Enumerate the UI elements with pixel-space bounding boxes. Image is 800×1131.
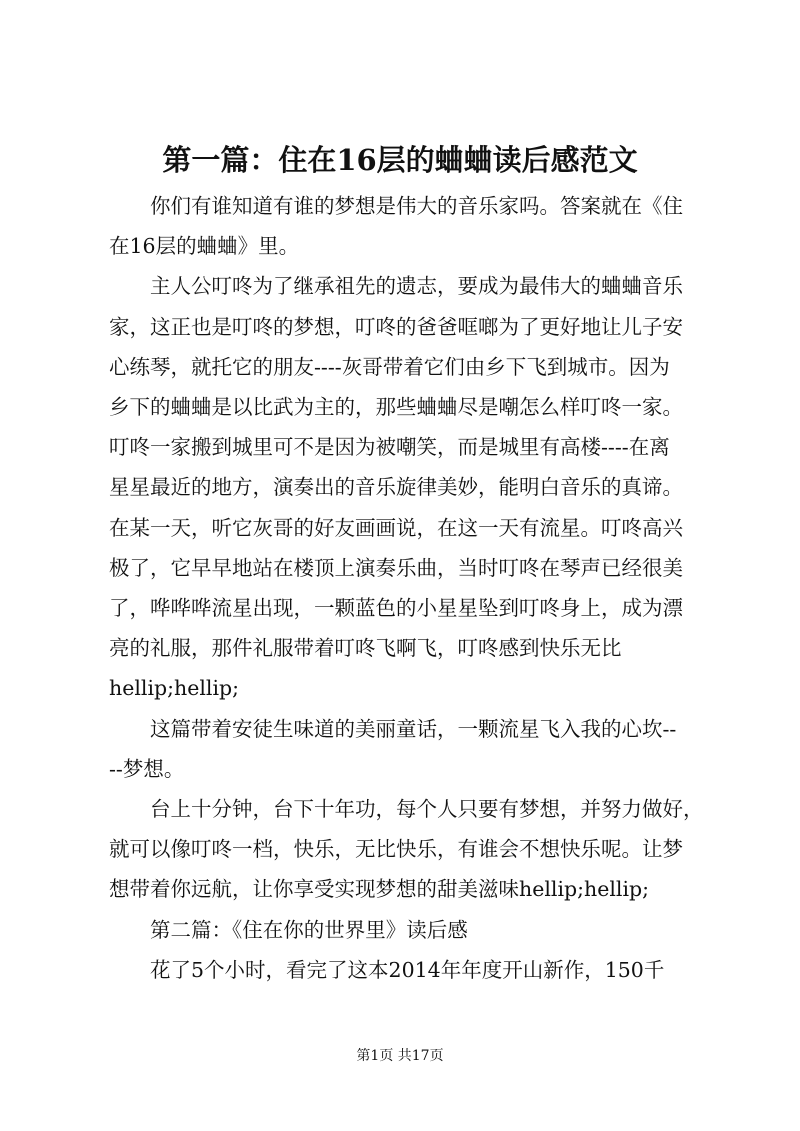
text-line: 家，这正也是叮咚的梦想，叮咚的爸爸哐啷为了更好地让儿子安 xyxy=(109,314,683,339)
text-line: 想带着你远航，让你享受实现梦想的甜美滋味hellip;hellip; xyxy=(109,877,650,902)
text-line: 乡下的蛐蛐是以比武为主的，那些蛐蛐尽是嘲怎么样叮咚一家。 xyxy=(109,395,683,420)
text-line: 叮咚一家搬到城里可不是因为被嘲笑，而是城里有高楼----在离 xyxy=(109,435,670,460)
text-line: 你们有谁知道有谁的梦想是伟大的音乐家吗。答案就在《住 xyxy=(150,194,683,218)
text-line: 台上十分钟，台下十年功，每个人只要有梦想，并努力做好， xyxy=(150,797,704,822)
text-line: 在16层的蛐蛐》里。 xyxy=(109,234,300,259)
text-line: 就可以像叮咚一档，快乐，无比快乐，有谁会不想快乐呢。让梦 xyxy=(109,837,683,862)
text-line: 花了5个小时，看完了这本2014年年度开山新作，150千 xyxy=(150,957,665,982)
text-line: --梦想。 xyxy=(109,756,185,781)
document-body xyxy=(109,186,704,990)
text-line: 极了，它早早地站在楼顶上演奏乐曲，当时叮咚在琴声已经很美 xyxy=(109,555,683,580)
text-line: 主人公叮咚为了继承祖先的遗志，要成为最伟大的蛐蛐音乐 xyxy=(150,274,683,299)
text-line: 第二篇：《住在你的世界里》读后感 xyxy=(150,917,468,942)
text-line: hellip;hellip; xyxy=(109,676,240,701)
text-line: 了，哗哗哗流星出现，一颗蓝色的小星星坠到叮咚身上，成为漂 xyxy=(109,596,683,621)
page-footer: 第1页 共17页 xyxy=(356,1048,444,1064)
text-line: 这篇带着安徒生味道的美丽童话，一颗流星飞入我的心坎-- xyxy=(150,716,677,741)
text-line: 亮的礼服，那件礼服带着叮咚飞啊飞，叮咚感到快乐无比 xyxy=(109,636,622,661)
document-title: 第一篇：住在16层的蛐蛐读后感范文 xyxy=(162,143,638,177)
text-line: 心练琴，就托它的朋友----灰哥带着它们由乡下飞到城市。因为 xyxy=(109,354,670,379)
text-line: 在某一天，听它灰哥的好友画画说，在这一天有流星。叮咚高兴 xyxy=(109,515,683,540)
text-line: 星星最近的地方，演奏出的音乐旋律美妙，能明白音乐的真谛。 xyxy=(109,475,683,500)
